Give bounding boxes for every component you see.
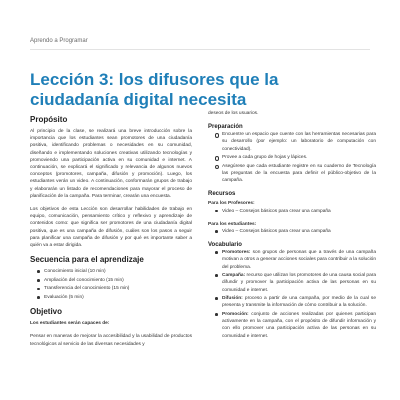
recursos-prof-list	[208, 208, 376, 215]
vocab-term: Campaña:	[222, 273, 246, 279]
vocab-item	[222, 272, 376, 294]
preparacion-list	[208, 131, 376, 184]
list-item: Ampliación del conocimiento (15 min)	[44, 277, 192, 284]
objetivo-section	[30, 307, 192, 348]
list-item: Video – Consejos básicos para crear una campaña	[222, 228, 376, 235]
recursos-heading: Recursos	[208, 191, 236, 198]
list-item: Encuentre un espacio que cuente con las herramientas necesarias para su desarrollo (por ejemplo: un laboratorio de computación con conectividad).	[222, 132, 376, 152]
vocab-definition: son grupos de personas que a través de una campaña motivan a otros a generar acciones sociales para contribuir a la solución del problema.	[222, 250, 376, 270]
list-item: Evaluación (5 min)	[44, 294, 192, 301]
continuation-text: deseos de los usuarios.	[208, 111, 259, 116]
vocabulario-list	[208, 249, 376, 340]
proposito-paragraph-2: Los objetivos de esta Lección son desarrollar habilidades de trabajo en equipo, comunicación, pensamiento crítico y reflexivo y aprendizaje de contenidos como: que significa ser promotores de una ciudadanía digital positiva, que es una campaña de difusión, cuáles son los pasos a seguir para planificar una campaña de difusión y por qué es importante saber a quién va a estar dirigida.	[30, 207, 192, 249]
right-column	[208, 110, 376, 346]
lesson-title: Lección 3: los difusores que la ciudadanía digital necesita	[30, 70, 279, 109]
secuencia-heading: Secuencia para el aprendizaje	[30, 255, 144, 265]
recursos-est-label: Para los estudiantes:	[208, 221, 257, 227]
list-item: Transferencia del conocimiento (15 min)	[44, 285, 192, 292]
recursos-prof-label: Para los Profesores:	[208, 201, 255, 207]
document-header: Aprendo a Programar	[30, 38, 88, 44]
vocab-item	[222, 249, 376, 271]
proposito-paragraph-1: Al principio de la clase, se realizará una breve introducción sobre la importancia que los estudiantes sean promotores de una ciudadanía positiva, identificando problemas o necesidades en su comunidad, diseñando e implementando soluciones creativas utilizando tecnologías y promoviendo una participación activa en su comunidad e internet. A continuación, se explicará el significado y relevancia de algunos nuevos conceptos (promotores, campaña, difusión y promoción). Luego, los estudiantes verán un video. A continuación, conformarán grupos de trabajo y elaborarán un listado de recomendaciones para mayorar el proceso de planificación de la campaña. Para terminar, crearán una encuesta.	[30, 129, 192, 199]
secuencia-section	[30, 255, 192, 301]
objetivo-text: Pensar en maneras de mejorar la accesibilidad y la usabilidad de productos tecnológicos al servicio de las diversas necesidades y	[30, 334, 192, 347]
list-item: Asegúrese que cada estudiante registre en su cuaderno de Tecnología las preguntas de la encuesta para definir el público-objetivo de la campaña.	[222, 163, 376, 184]
objetivo-intro: Los estudiantes serán capaces de:	[30, 321, 110, 327]
preparacion-heading: Preparación	[208, 124, 243, 131]
vocab-item	[222, 295, 376, 309]
vocab-term: Promotores:	[222, 250, 251, 256]
secuencia-list	[30, 268, 192, 301]
recursos-est-list	[208, 228, 376, 235]
vocabulario-heading: Vocabulario	[208, 242, 242, 249]
vocab-term: Difusión:	[222, 296, 243, 302]
list-item: Video – Consejos básicos para crear una campaña	[222, 208, 376, 215]
vocab-item	[222, 311, 376, 340]
vocab-definition: proceso a partir de una campaña, por medio de la cual se presenta y transmite la información de cómo contribuir a la solución.	[222, 296, 376, 309]
list-item: Provee a cada grupo de hojas y lápices.	[222, 154, 376, 161]
vocab-term: Promoción:	[222, 312, 249, 318]
vocab-definition: recurso que utilizan los promotores de una causa social para difundir y promover la participación activa de las personas en su comunidad e internet.	[222, 273, 376, 293]
list-item: Conocimiento inicial (10 min)	[44, 268, 192, 275]
objetivo-heading: Objetivo	[30, 307, 63, 317]
header-rule	[30, 49, 370, 50]
proposito-heading: Propósito	[30, 115, 68, 124]
left-column	[30, 115, 192, 354]
vocab-definition: conjunto de acciones realizadas por quienes participan activamente en la campaña, con el propósito de difundir información y con ello promover una participación activa de las personas en su comunidad e internet.	[222, 312, 376, 339]
